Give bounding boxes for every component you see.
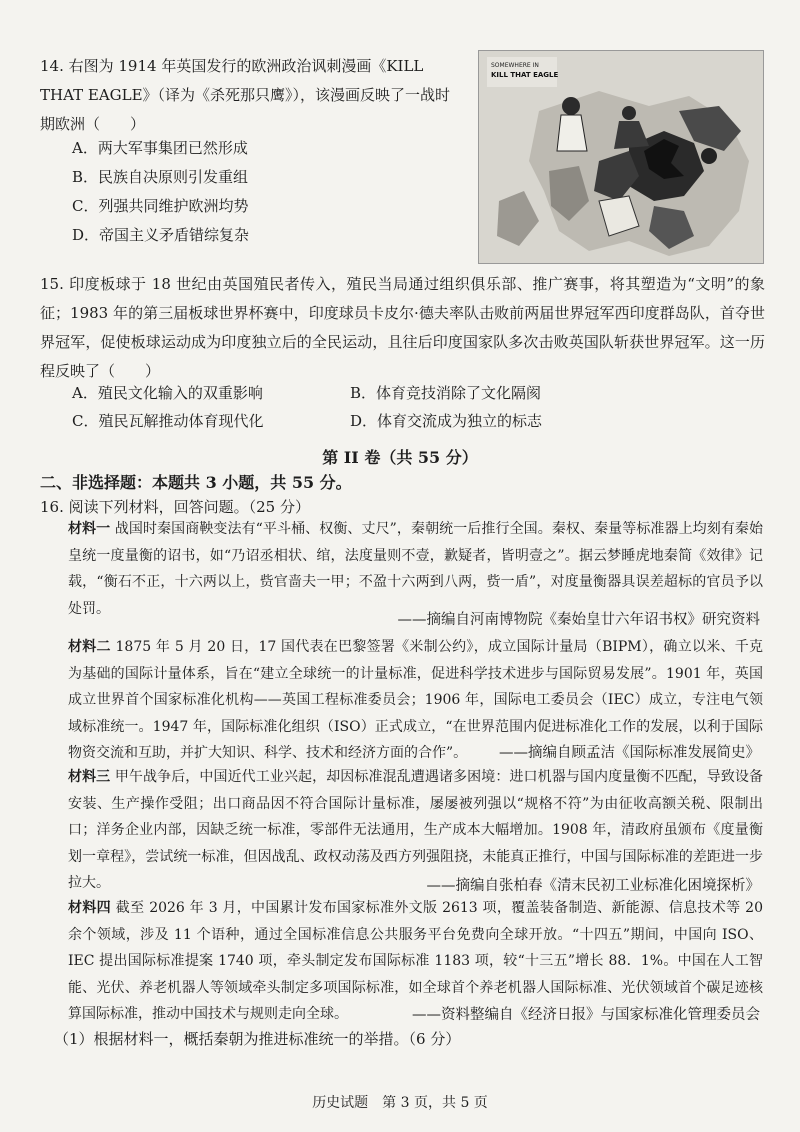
material-1 xyxy=(68,516,763,622)
cartoon-illustration xyxy=(479,51,763,263)
material-1-label: 材料一 xyxy=(68,521,111,537)
material-3-label: 材料三 xyxy=(68,769,111,785)
q16-stem: 16. 阅读下列材料，回答问题。（25 分） xyxy=(40,498,310,516)
q15-option-a: A．殖民文化输入的双重影响 xyxy=(72,384,263,402)
section-title: 第 II 卷（共 55 分） xyxy=(322,448,478,467)
kill-that-eagle-cartoon xyxy=(478,50,764,264)
q16-sub-question-1: （1）根据材料一，概括秦朝为推进标准统一的举措。（6 分） xyxy=(54,1030,461,1048)
q14-stem-text: 14. 右图为 1914 年英国发行的欧洲政治讽刺漫画《KILL THAT EAGLE》（译为《杀死那只鹰》），该漫画反映了一战时期欧洲（ ） xyxy=(40,57,451,133)
q15-option-b: B．体育竞技消除了文化隔阂 xyxy=(350,384,542,402)
material-3-text: 甲午战争后，中国近代工业兴起，却因标准混乱遭遇诸多困境：进口机器与国内度量衡不匹配，导致设备安装、生产操作受阻；出口商品因不符合国际计量标准，屡屡被列强以“规格不符”为由征收高额关税、限制出口；洋务企业内部，因缺乏统一标准，零部件无法通用，生产成本大幅增加。1908 年，清政府虽颁布《度量衡划一章程》，尝试统一标准，但因战乱、政权动荡及西方列强阻挠，未能真正推行，中国与国际标准的差距进一步拉大。 xyxy=(68,769,764,891)
q14-option-a: A．两大军事集团已然形成 xyxy=(72,139,248,157)
cartoon-caption: KILL THAT EAGLE xyxy=(491,71,559,79)
q14-option-c: C．列强共同维护欧洲均势 xyxy=(72,197,249,215)
svg-text:SOMEWHERE IN: SOMEWHERE IN xyxy=(491,62,539,69)
material-4-label: 材料四 xyxy=(68,900,111,916)
material-4-text: 截至 2026 年 3 月，中国累计发布国家标准外文版 2613 项，覆盖装备制造、新能源、信息技术等 20 余个领域，涉及 11 个语种，通过全国标准信息公共服务平台免费向全球开放。“十四五”期间，中国向 ISO、IEC 提出国际标准提案 1740 项，牵头制定发布国际标准 1183 项，较“十三五”增长 88．1%。中国在人工智能、光伏、养老机器人等领域牵头制定多项国际标准，如全球首个养老机器人国际标准、光伏领域首个碳足迹核算国际标准，推动中国技术与规则走向全球。 xyxy=(68,900,763,1022)
q15-option-c: C．殖民瓦解推动体育现代化 xyxy=(72,412,264,430)
q14-option-d: D．帝国主义矛盾错综复杂 xyxy=(72,226,250,244)
material-2-label: 材料二 xyxy=(68,639,111,655)
q14-option-b: B．民族自决原则引发重组 xyxy=(72,168,249,186)
material-4-source: ——资料整编自《经济日报》与国家标准化管理委员会 xyxy=(412,1007,760,1023)
q15-stem: 15. 印度板球于 18 世纪由英国殖民者传入，殖民当局通过组织俱乐部、推广赛事，将其塑造为“文明”的象征；1983 年的第三届板球世界杯赛中，印度球员卡皮尔·德夫率队击败前两届世界冠军西印度群岛队，首夺世界冠军，促使板球运动成为印度独立后的全民运动，且往后印度国家队多次击败英国队斩获世界冠军。这一历程反映了（ ） xyxy=(40,275,765,380)
material-2-text: 1875 年 5 月 20 日，17 国代表在巴黎签署《米制公约》，成立国际计量局（BIPM），确立以米、千克为基础的国际计量体系，旨在“建立全球统一的计量标准，促进科学技术进步与国际贸易发展”。1901 年，英国成立世界首个国家标准化机构——英国工程标准委员会；1906 年，国际电工委员会（IEC）成立，专注电气领域标准统一。1947 年，国际标准化组织（ISO）正式成立，“在世界范围内促进标准化工作的发展，以利于国际物资交流和互助，并扩大知识、科学、技术和经济方面的合作”。 xyxy=(68,639,764,761)
part-two-heading: 二、非选择题：本题共 3 小题，共 55 分。 xyxy=(40,473,352,492)
material-3-source: ——摘编自张柏春《清末民初工业标准化困境探析》 xyxy=(426,878,760,894)
material-1-source: ——摘编自河南博物院《秦始皇廿六年诏书权》研究资料 xyxy=(397,612,760,628)
material-2-source: ——摘编自顾孟洁《国际标准发展简史》 xyxy=(499,745,760,761)
q15-option-d: D．体育交流成为独立的标志 xyxy=(350,412,543,430)
page-footer: 历史试题 第 3 页，共 5 页 xyxy=(312,1095,488,1111)
material-1-text: 战国时秦国商鞅变法有“平斗桶、权衡、丈尺”，秦朝统一后推行全国。秦权、秦量等标准器上均刻有秦始皇统一度量衡的诏书，如“乃诏丞相状、绾，法度量则不壹，歉疑者，皆明壹之”。据云梦睡虎地秦简《效律》记载，“衡石不正，十六两以上，赀官啬夫一甲；不盈十六两到八两，赀一盾”，对度量衡器具误差超标的官员予以处罚。 xyxy=(68,521,764,617)
q14-stem xyxy=(40,52,465,139)
